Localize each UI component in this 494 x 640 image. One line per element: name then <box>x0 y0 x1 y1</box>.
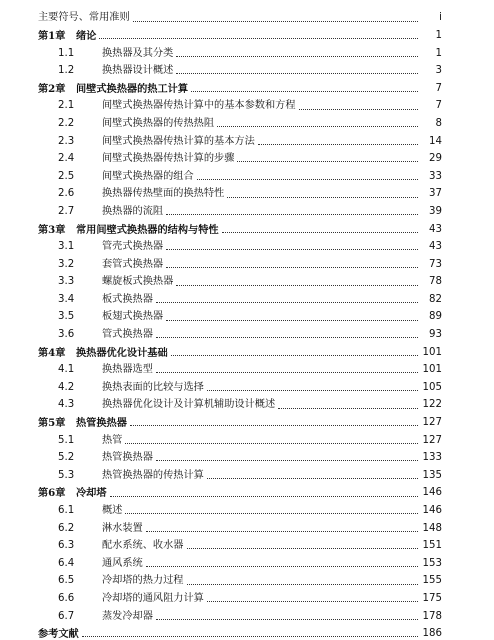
toc-entry-page-number: 33 <box>429 170 442 182</box>
dot-leader <box>125 512 418 514</box>
toc-chapter-entry[interactable] <box>38 340 442 358</box>
dot-leader <box>99 37 418 39</box>
toc-entry-number: 3.2 <box>58 258 75 270</box>
toc-entry-number: 6.7 <box>58 610 75 622</box>
toc-section-entry[interactable] <box>38 463 442 481</box>
toc-section-entry[interactable] <box>38 270 442 288</box>
toc-entry-number: 6.3 <box>58 540 75 552</box>
toc-entry-page-number: 101 <box>422 364 442 376</box>
toc-section-entry[interactable] <box>38 112 442 130</box>
dot-leader <box>207 600 418 602</box>
toc-entry-title: 间壁式换热器的热工计算 <box>76 82 189 95</box>
toc-entry-number: 3.4 <box>58 293 75 305</box>
toc-entry-title: 绪论 <box>76 29 97 42</box>
toc-section-entry[interactable] <box>38 94 442 112</box>
toc-section-entry[interactable] <box>38 164 442 182</box>
dot-leader <box>258 143 418 145</box>
toc-entry-number: 第4章 <box>38 346 66 359</box>
toc-entry-title: 冷却塔的通风阻力计算 <box>102 592 204 604</box>
toc-section-entry[interactable] <box>38 534 442 552</box>
toc-entry[interactable] <box>38 6 442 24</box>
dot-leader <box>207 389 418 391</box>
toc-entry-title: 冷却塔的热力过程 <box>102 575 184 587</box>
dot-leader <box>197 178 418 180</box>
toc-entry-title: 管式换热器 <box>102 329 153 341</box>
toc-entry-page-number: 155 <box>422 575 442 587</box>
toc-chapter-entry[interactable] <box>38 76 442 94</box>
toc-entry-title: 间壁式换热器传热计算的基本方法 <box>102 135 255 147</box>
toc-section-entry[interactable] <box>38 516 442 534</box>
toc-entry-title: 间壁式换热器的组合 <box>102 170 194 182</box>
dot-leader <box>82 635 418 637</box>
toc-entry-number: 6.5 <box>58 575 75 587</box>
toc-entry-title: 热管 <box>102 434 123 446</box>
toc-entry-title: 常用间壁式换热器的结构与特性 <box>76 223 219 236</box>
toc-entry-title: 管壳式换热器 <box>102 241 164 253</box>
toc-entry-title: 参考文献 <box>38 628 79 640</box>
dot-leader <box>156 459 418 461</box>
toc-entry[interactable] <box>38 622 442 640</box>
toc-entry-number: 2.6 <box>58 188 75 200</box>
toc-entry-page-number: 175 <box>422 592 442 604</box>
dot-leader <box>176 284 418 286</box>
dot-leader <box>156 618 418 620</box>
toc-entry-title: 蒸发冷却器 <box>102 610 153 622</box>
toc-section-entry[interactable] <box>38 182 442 200</box>
dot-leader <box>217 125 418 127</box>
dot-leader <box>227 196 418 198</box>
toc-entry-number: 2.5 <box>58 170 75 182</box>
toc-section-entry[interactable] <box>38 587 442 605</box>
toc-entry-page-number: 101 <box>422 346 442 358</box>
dot-leader <box>207 477 418 479</box>
toc-entry-title: 换热器选型 <box>102 364 153 376</box>
dot-leader <box>176 72 418 74</box>
dot-leader <box>222 231 418 233</box>
toc-entry-number: 第1章 <box>38 29 66 42</box>
toc-entry-number: 3.6 <box>58 329 75 341</box>
dot-leader <box>176 55 418 57</box>
dot-leader <box>156 336 418 338</box>
toc-entry-number: 4.1 <box>58 364 75 376</box>
dot-leader <box>299 108 418 110</box>
toc-entry-page-number: 146 <box>422 505 442 517</box>
toc-section-entry[interactable] <box>38 305 442 323</box>
toc-entry-page-number: 78 <box>429 276 442 288</box>
toc-section-entry[interactable] <box>38 288 442 306</box>
dot-leader <box>156 371 418 373</box>
toc-entry-number: 第5章 <box>38 417 66 430</box>
toc-entry-title: 配水系统、收水器 <box>102 540 184 552</box>
dot-leader <box>187 583 419 585</box>
toc-section-entry[interactable] <box>38 551 442 569</box>
toc-entry-number: 3.5 <box>58 311 75 323</box>
toc-entry-title: 主要符号、常用准则 <box>38 12 130 24</box>
toc-entry-title: 热管换热器 <box>76 417 127 430</box>
toc-entry-page-number: 82 <box>429 293 442 305</box>
toc-entry-title: 板式换热器 <box>102 293 153 305</box>
toc-chapter-entry[interactable] <box>38 411 442 429</box>
toc-entry-number: 6.6 <box>58 592 75 604</box>
toc-entry-number: 4.2 <box>58 381 75 393</box>
dot-leader <box>278 407 418 409</box>
toc-entry-page-number: 8 <box>435 117 442 129</box>
toc-entry-number: 3.3 <box>58 276 75 288</box>
toc-entry-page-number: 186 <box>422 628 442 640</box>
toc-entry-page-number: 122 <box>422 399 442 411</box>
toc-entry-number: 1.1 <box>58 47 75 59</box>
toc-entry-number: 6.1 <box>58 505 75 517</box>
toc-entry-number: 2.3 <box>58 135 75 147</box>
toc-entry-page-number: 39 <box>429 205 442 217</box>
toc-entry-page-number: 148 <box>422 522 442 534</box>
dot-leader <box>125 442 418 444</box>
dot-leader <box>110 495 418 497</box>
toc-entry-page-number: 7 <box>435 100 442 112</box>
toc-entry-title: 热管换热器的传热计算 <box>102 469 204 481</box>
toc-entry-number: 2.1 <box>58 100 75 112</box>
dot-leader <box>166 213 418 215</box>
toc-entry-page-number: 29 <box>429 153 442 165</box>
toc-entry-page-number: 93 <box>429 329 442 341</box>
toc-entry-number: 2.2 <box>58 117 75 129</box>
toc-entry-page-number: 151 <box>422 540 442 552</box>
dot-leader <box>146 565 418 567</box>
toc-entry-page-number: 37 <box>429 188 442 200</box>
toc-entry-title: 换热器优化设计及计算机辅助设计概述 <box>102 399 276 411</box>
toc-section-entry[interactable] <box>38 375 442 393</box>
dot-leader <box>166 319 418 321</box>
toc-chapter-entry[interactable] <box>38 481 442 499</box>
toc-entry-title: 换热器及其分类 <box>102 47 174 59</box>
toc-section-entry[interactable] <box>38 446 442 464</box>
toc-entry-page-number: 135 <box>422 469 442 481</box>
toc-entry-page-number: 43 <box>429 241 442 253</box>
toc-entry-page-number: 7 <box>435 82 442 94</box>
toc-entry-title: 淋水装置 <box>102 522 143 534</box>
toc-entry-number: 6.2 <box>58 522 75 534</box>
toc-entry-page-number: 105 <box>422 381 442 393</box>
toc-entry-page-number: 73 <box>429 258 442 270</box>
dot-leader <box>191 90 418 92</box>
toc-entry-page-number: 133 <box>422 452 442 464</box>
toc-entry-number: 5.1 <box>58 434 75 446</box>
toc-entry-title: 板翅式换热器 <box>102 311 164 323</box>
dot-leader <box>156 301 418 303</box>
toc-section-entry[interactable] <box>38 252 442 270</box>
toc-entry-page-number: 127 <box>422 417 442 429</box>
toc-entry-number: 第3章 <box>38 223 66 236</box>
toc-entry-title: 间壁式换热器传热计算中的基本参数和方程 <box>102 100 296 112</box>
toc-section-entry[interactable] <box>38 41 442 59</box>
dot-leader <box>171 354 418 356</box>
toc-entry-number: 2.7 <box>58 205 75 217</box>
toc-entry-number: 第2章 <box>38 82 66 95</box>
toc-entry-title: 换热器优化设计基础 <box>76 346 168 359</box>
toc-section-entry[interactable] <box>38 569 442 587</box>
toc-entry-number: 3.1 <box>58 241 75 253</box>
toc-entry-page-number: 14 <box>429 135 442 147</box>
toc-entry-page-number: 178 <box>422 610 442 622</box>
toc-entry-title: 间壁式换热器的传热热阻 <box>102 117 215 129</box>
toc-section-entry[interactable] <box>38 59 442 77</box>
dot-leader <box>187 547 419 549</box>
toc-entry-page-number: i <box>439 12 442 24</box>
toc-chapter-entry[interactable] <box>38 24 442 42</box>
toc-section-entry[interactable] <box>38 147 442 165</box>
toc-entry-title: 间壁式换热器传热计算的步骤 <box>102 153 235 165</box>
toc-section-entry[interactable] <box>38 428 442 446</box>
toc-entry-number: 6.4 <box>58 557 75 569</box>
toc-entry-number: 5.2 <box>58 452 75 464</box>
toc-chapter-entry[interactable] <box>38 217 442 235</box>
dot-leader <box>146 530 418 532</box>
toc-entry-title: 换热器设计概述 <box>102 65 174 77</box>
toc-entry-title: 冷却塔 <box>76 487 107 500</box>
toc-entry-page-number: 43 <box>429 223 442 235</box>
toc-entry-page-number: 127 <box>422 434 442 446</box>
toc-entry-title: 螺旋板式换热器 <box>102 276 174 288</box>
toc-entry-page-number: 1 <box>435 47 442 59</box>
toc-section-entry[interactable] <box>38 499 442 517</box>
toc-entry-number: 第6章 <box>38 487 66 500</box>
toc-section-entry[interactable] <box>38 129 442 147</box>
toc-entry-title: 通风系统 <box>102 557 143 569</box>
toc-entry-number: 1.2 <box>58 65 75 77</box>
toc-section-entry[interactable] <box>38 393 442 411</box>
toc-section-entry[interactable] <box>38 235 442 253</box>
toc-entry-page-number: 89 <box>429 311 442 323</box>
toc-entry-page-number: 1 <box>435 29 442 41</box>
toc-entry-title: 概述 <box>102 505 123 517</box>
toc-entry-title: 换热表面的比较与选择 <box>102 381 204 393</box>
dot-leader <box>130 424 418 426</box>
dot-leader <box>237 160 418 162</box>
toc-section-entry[interactable] <box>38 323 442 341</box>
toc-entry-number: 2.4 <box>58 153 75 165</box>
toc-entry-page-number: 146 <box>422 487 442 499</box>
toc-section-entry[interactable] <box>38 604 442 622</box>
toc-entry-title: 换热器的流阻 <box>102 205 164 217</box>
toc-section-entry[interactable] <box>38 358 442 376</box>
dot-leader <box>133 20 418 22</box>
dot-leader <box>166 248 418 250</box>
toc-entry-title: 热管换热器 <box>102 452 153 464</box>
toc-entry-number: 4.3 <box>58 399 75 411</box>
toc-entry-title: 换热器传热壁面的换热特性 <box>102 188 225 200</box>
toc-section-entry[interactable] <box>38 200 442 218</box>
dot-leader <box>166 266 418 268</box>
toc-entry-number: 5.3 <box>58 469 75 481</box>
table-of-contents <box>38 6 442 639</box>
toc-entry-page-number: 153 <box>422 557 442 569</box>
toc-entry-title: 套管式换热器 <box>102 258 164 270</box>
toc-entry-page-number: 3 <box>435 65 442 77</box>
